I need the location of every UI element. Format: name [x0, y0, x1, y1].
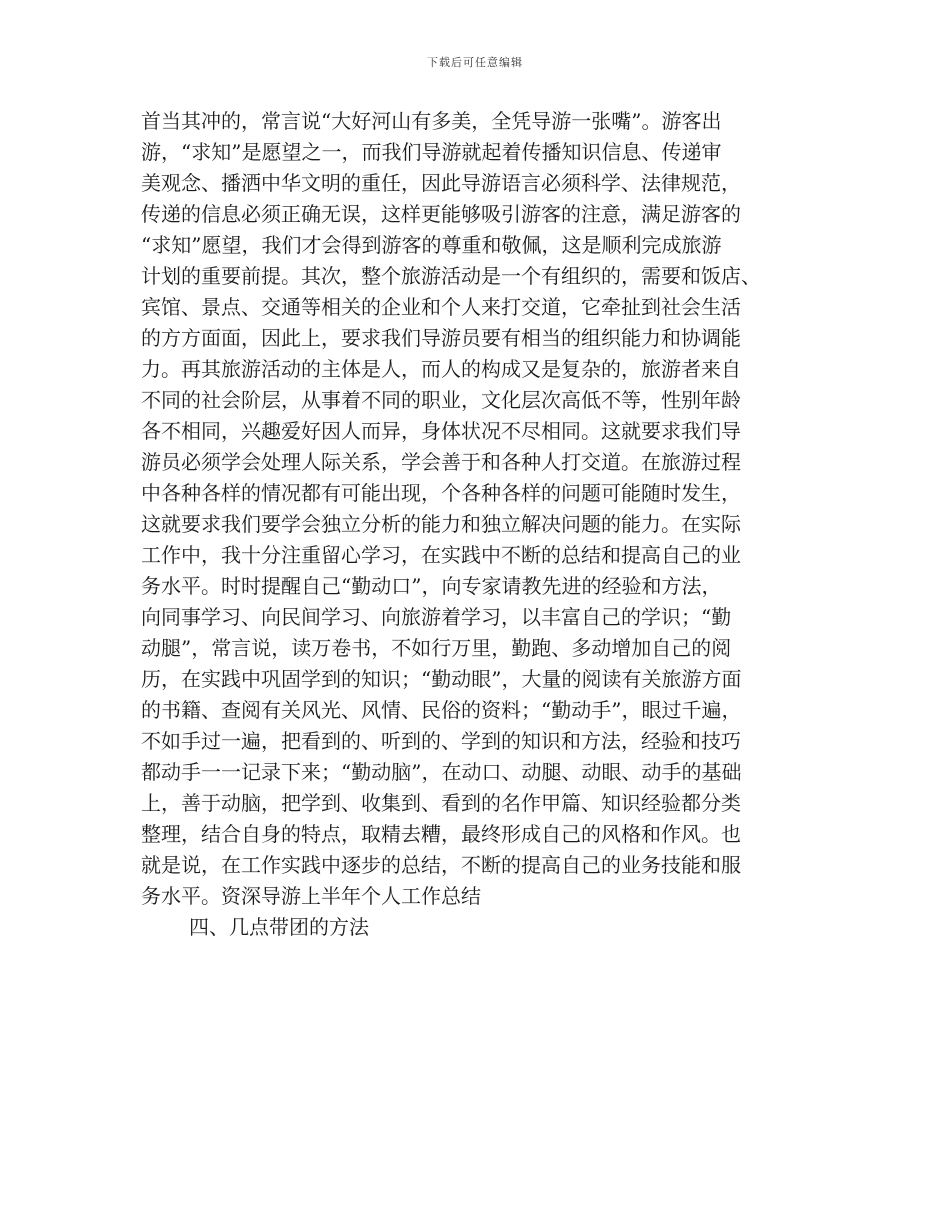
- body-line: 游，“求知”是愿望之一，而我们导游就起着传播知识信息、传递审: [141, 140, 722, 164]
- body-line: 力。再其旅游活动的主体是人，而人的构成又是复杂的，旅游者来自: [141, 357, 741, 381]
- section-heading: 四、几点带团的方法: [189, 915, 369, 939]
- body-line: 务水平。资深导游上半年个人工作总结: [141, 884, 481, 908]
- document-body: [141, 106, 821, 943]
- body-line: 务水平。时时提醒自己“勤动口”，向专家请教先进的经验和方法，: [141, 574, 722, 598]
- body-line: 宾馆、景点、交通等相关的企业和个人来打交道，它牵扯到社会生活: [141, 295, 741, 319]
- body-line: 都动手一一记录下来；“勤动脑”，在动口、动腿、动眼、动手的基础: [141, 760, 742, 784]
- body-line: 美观念、播洒中华文明的重任，因此导游语言必须科学、法律规范，: [141, 171, 741, 195]
- body-line: “求知”愿望，我们才会得到游客的尊重和敬佩，这是顺利完成旅游: [141, 233, 722, 257]
- body-line: 传递的信息必须正确无误，这样更能够吸引游客的注意，满足游客的: [141, 202, 741, 226]
- body-line: 不如手过一遍，把看到的、听到的、学到的知识和方法，经验和技巧: [141, 729, 741, 753]
- body-line: 的书籍、查阅有关风光、风情、民俗的资料；“勤动手”，眼过千遍，: [141, 698, 742, 722]
- body-line: 历，在实践中巩固学到的知识；“勤动眼”，大量的阅读有关旅游方面: [141, 667, 742, 691]
- body-line: 向同事学习、向民间学习、向旅游着学习，以丰富自己的学识；“勤: [141, 605, 732, 629]
- page-header-note: 下载后可任意编辑: [427, 56, 523, 69]
- body-line: 游员必须学会处理人际关系，学会善于和各种人打交道。在旅游过程: [141, 450, 741, 474]
- body-line: 计划的重要前提。其次，整个旅游活动是一个有组织的，需要和饭店、: [141, 264, 761, 288]
- body-line: 上，善于动脑，把学到、收集到、看到的名作甲篇、知识经验都分类: [141, 791, 741, 815]
- body-line: 不同的社会阶层，从事着不同的职业，文化层次高低不等，性别年龄: [141, 388, 741, 412]
- body-line: 中各种各样的情况都有可能出现，个各种各样的问题可能随时发生，: [141, 481, 741, 505]
- body-line: 工作中，我十分注重留心学习，在实践中不断的总结和提高自己的业: [141, 543, 741, 567]
- body-line: 首当其冲的，常言说“大好河山有多美，全凭导游一张嘴”。游客出: [141, 109, 722, 133]
- body-line: 各不相同，兴趣爱好因人而异，身体状况不尽相同。这就要求我们导: [141, 419, 741, 443]
- body-line: 的方方面面，因此上，要求我们导游员要有相当的组织能力和协调能: [141, 326, 741, 350]
- body-line: 这就要求我们要学会独立分析的能力和独立解决问题的能力。在实际: [141, 512, 741, 536]
- body-line: 整理，结合自身的特点，取精去糟，最终形成自己的风格和作风。也: [141, 822, 741, 846]
- body-line: 动腿”，常言说，读万卷书，不如行万里，勤跑、多动增加自己的阅: [141, 636, 732, 660]
- body-line: 就是说，在工作实践中逐步的总结，不断的提高自己的业务技能和服: [141, 853, 741, 877]
